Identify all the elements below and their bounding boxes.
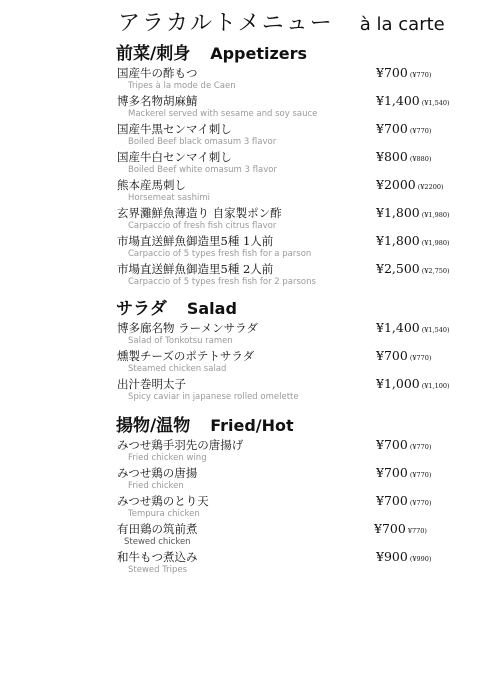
section-heading — [116, 414, 476, 438]
page-title — [118, 6, 445, 37]
menu-item — [116, 206, 476, 234]
item-name: 国産牛黒センマイ刺し — [117, 122, 232, 136]
menu-item — [116, 321, 476, 349]
item-name: 熊本産馬刺し — [117, 178, 186, 192]
item-name: 市場直送鮮魚御造里5種 2人前 — [117, 262, 274, 276]
item-description: Steamed chicken salad — [128, 364, 227, 374]
menu-item — [116, 94, 476, 122]
price-with-tax: (¥770) — [409, 443, 432, 451]
item-description: Salad of Tonkotsu ramen — [128, 336, 233, 346]
item-price — [376, 436, 431, 454]
item-name: 市場直送鮮魚御造里5種 1人前 — [117, 234, 274, 248]
item-price — [376, 176, 444, 194]
item-description: Stewed Tripes — [128, 565, 188, 575]
price-with-tax: (¥2200) — [417, 183, 444, 191]
item-name: みつせ鶏手羽先の唐揚げ — [117, 438, 244, 452]
menu-item — [116, 438, 476, 466]
price-with-tax: (¥770) — [409, 499, 432, 507]
item-price — [376, 548, 431, 566]
price-with-tax: (¥990) — [409, 555, 432, 563]
item-price — [376, 492, 431, 510]
item-name: みつせ鶏のとり天 — [117, 494, 209, 508]
menu-item — [116, 122, 476, 150]
price-value: ¥2000 — [376, 177, 416, 192]
price-value: ¥700 — [376, 465, 408, 480]
menu-item — [116, 150, 476, 178]
item-price — [376, 92, 450, 110]
item-description: Tempura chicken — [128, 509, 200, 519]
item-name: 和牛もつ煮込み — [117, 550, 198, 564]
item-description: Mackerel served with sesame and soy sauce — [128, 109, 318, 119]
price-with-tax: (¥2,750) — [421, 267, 450, 275]
item-description: Carpaccio of 5 types fresh fish for 2 parsons — [128, 277, 316, 287]
price-value: ¥2,500 — [376, 261, 420, 276]
item-description: Carpaccio of 5 types fresh fish for a parson — [128, 249, 312, 259]
title-japanese: アラカルトメニュー — [118, 11, 334, 36]
section-title-english: Appetizers — [210, 44, 308, 63]
price-value: ¥900 — [376, 549, 408, 564]
menu-item — [116, 522, 476, 550]
item-name: 出汁巻明太子 — [117, 377, 186, 391]
menu-item — [116, 66, 476, 94]
item-description: Fried chicken — [128, 481, 184, 491]
menu-item — [116, 178, 476, 206]
item-description: Horsemeat sashimi — [128, 193, 210, 203]
menu-item — [116, 550, 476, 578]
price-value: ¥1,800 — [376, 205, 420, 220]
item-name: 博多廊名物 ラーメンサラダ — [117, 321, 258, 335]
item-description: Boiled Beef white omasum 3 flavor — [128, 165, 277, 175]
appetizers-section — [116, 42, 476, 290]
item-name: 国産牛の酢もつ — [117, 66, 198, 80]
price-with-tax: (¥1,540) — [421, 99, 450, 107]
price-with-tax: (¥1,980) — [421, 211, 450, 219]
item-description: Tripes à la mode de Caen — [128, 81, 236, 91]
price-value: ¥1,000 — [376, 376, 420, 391]
price-with-tax: (¥880) — [409, 155, 432, 163]
item-description: Spicy caviar in japanese rolled omelette — [128, 392, 299, 402]
menu-item — [116, 262, 476, 290]
item-description: Boiled Beef black omasum 3 flavor — [128, 137, 277, 147]
item-price — [376, 64, 431, 82]
section-heading — [116, 42, 476, 66]
menu-item — [116, 377, 476, 405]
title-english: à la carte — [359, 14, 445, 35]
price-value: ¥700 — [376, 437, 408, 452]
item-name: 有田鶏の筑前煮 — [117, 522, 198, 536]
item-name: 国産牛白センマイ刺し — [117, 150, 232, 164]
item-description: Carpaccio of fresh fish citrus flavor — [128, 221, 277, 231]
price-with-tax: (¥1,980) — [421, 239, 450, 247]
item-price — [376, 347, 431, 365]
salad-section — [116, 297, 476, 405]
item-price — [376, 204, 450, 222]
price-with-tax: (¥770) — [409, 471, 432, 479]
price-value: ¥700 — [376, 348, 408, 363]
menu-item — [116, 349, 476, 377]
price-value: ¥700 — [374, 521, 406, 536]
item-name: 燻製チーズのポテトサラダ — [117, 349, 255, 363]
price-value: ¥800 — [376, 149, 408, 164]
price-value: ¥1,400 — [376, 320, 420, 335]
price-with-tax: (¥770) — [409, 354, 432, 362]
item-price — [376, 464, 431, 482]
price-value: ¥700 — [376, 121, 408, 136]
menu-item — [116, 494, 476, 522]
section-title-english: Fried/Hot — [210, 416, 294, 435]
item-description: Fried chicken wing — [128, 453, 207, 463]
menu-item — [116, 234, 476, 262]
section-title-japanese: 揚物/温物 — [116, 416, 191, 436]
price-with-tax: (¥770) — [409, 127, 432, 135]
item-name: 玄界灘鮮魚薄造り 自家製ポン酢 — [117, 206, 282, 220]
item-price — [376, 260, 450, 278]
price-with-tax: (¥1,100) — [421, 382, 450, 390]
section-title-english: Salad — [186, 299, 237, 318]
price-value: ¥700 — [376, 493, 408, 508]
item-name: みつせ鶏の唐揚 — [117, 466, 198, 480]
item-price — [376, 232, 450, 250]
item-price — [376, 148, 431, 166]
price-value: ¥1,800 — [376, 233, 420, 248]
item-price — [376, 319, 450, 337]
fried-hot-section — [116, 414, 476, 578]
section-heading — [116, 297, 476, 321]
price-with-tax: (¥770) — [409, 71, 432, 79]
price-with-tax: (¥1,540) — [421, 326, 450, 334]
item-price — [376, 375, 450, 393]
section-title-japanese: 前菜/刺身 — [116, 44, 191, 64]
price-with-tax: ¥770) — [407, 527, 427, 535]
price-value: ¥1,400 — [376, 93, 420, 108]
item-name: 博多名物胡麻鯖 — [117, 94, 198, 108]
menu-item — [116, 466, 476, 494]
section-title-japanese: サラダ — [116, 299, 167, 319]
item-description: Stewed chicken — [124, 537, 191, 547]
price-value: ¥700 — [376, 65, 408, 80]
item-price — [376, 120, 431, 138]
item-price — [374, 520, 427, 538]
